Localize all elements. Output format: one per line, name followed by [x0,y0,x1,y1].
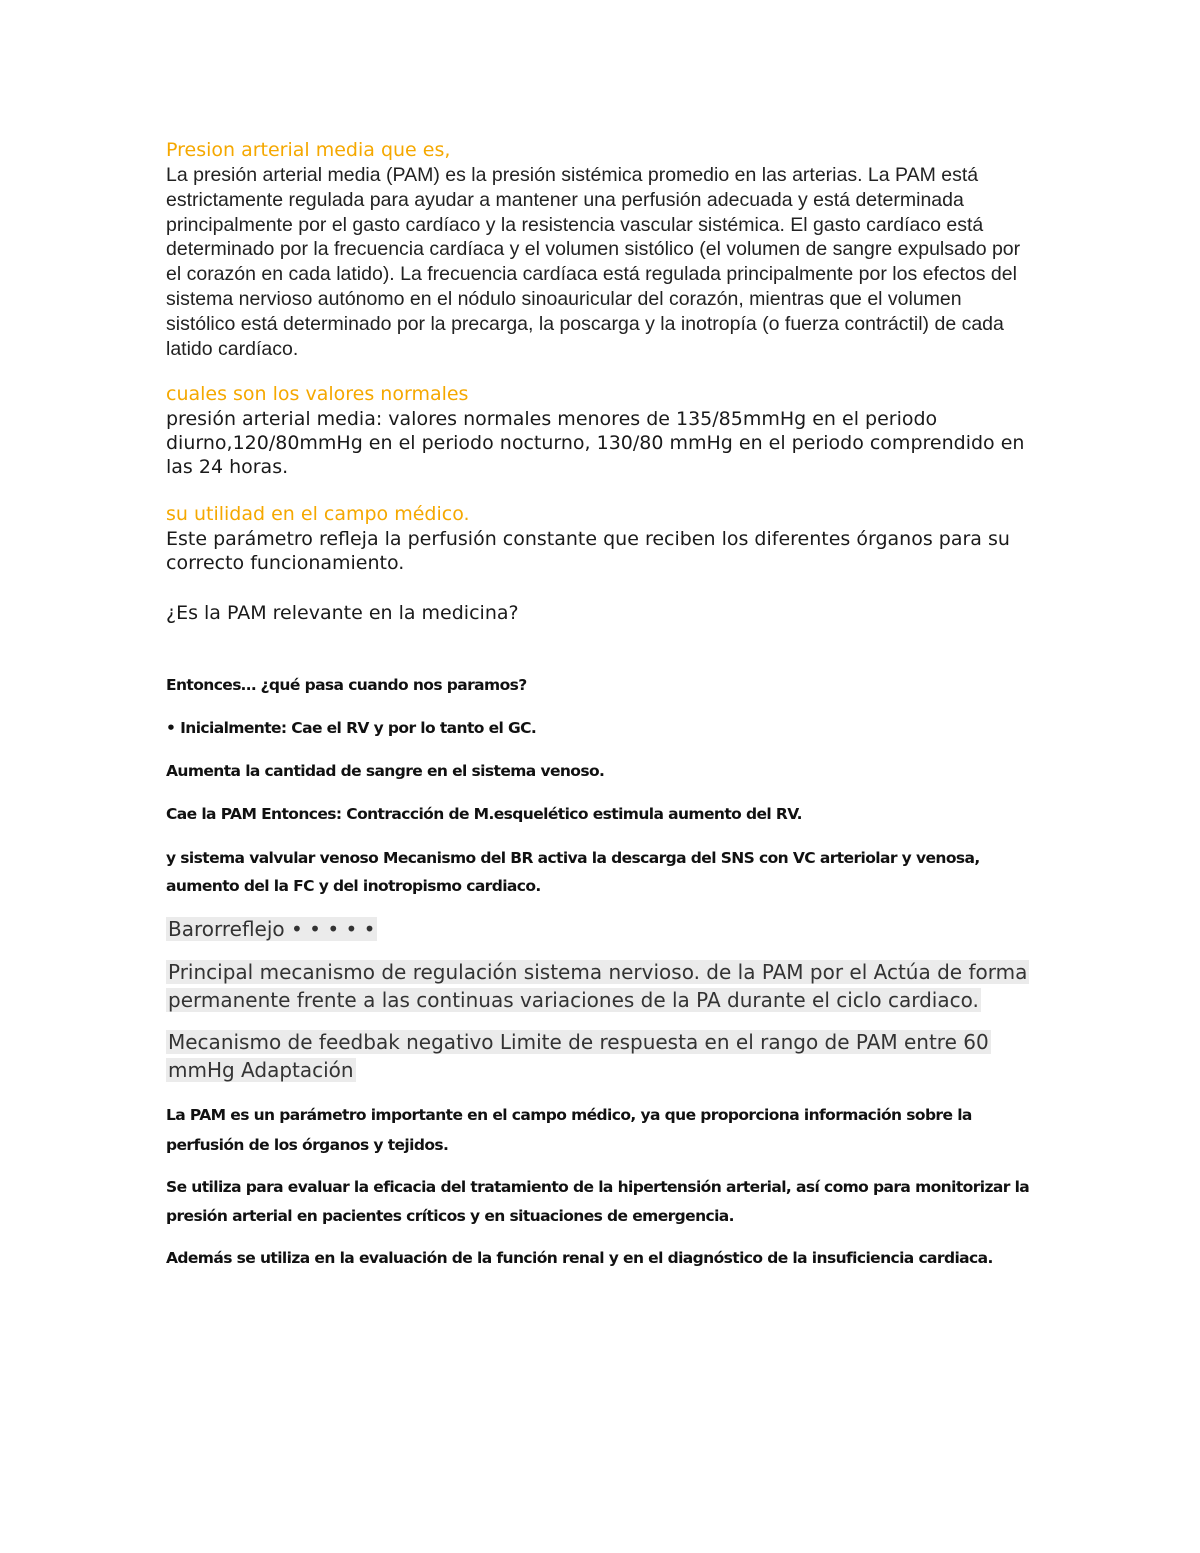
baroreflex-line [166,915,1036,944]
renal-function-paragraph: Además se utiliza en la evaluación de la función renal y en el diagnóstico de la insuficiencia cardiaca. [166,1248,993,1267]
relevance-question: ¿Es la PAM relevante en la medicina? [166,602,519,625]
pam-drop-line: Cae la PAM Entonces: Contracción de M.esquelético estimula aumento del RV. [166,805,802,824]
negative-feedback-text: Mecanismo de feedbak negativo Limite de respuesta en el rango de PAM entre 60 mmHg Adaptación [168,1029,989,1083]
evaluation-usage-paragraph: Se utiliza para evaluar la eficacia del tratamiento de la hipertensión arterial, así como para monitorizar la presión arterial en pacientes críticos y en situaciones de emergencia. [166,1177,1030,1225]
section-heading-definition: Presion arterial media que es, [166,139,451,161]
definition-paragraph: La presión arterial media (PAM) es la presión sistémica promedio en las arterias. La PAM está estrictamente regulada para ayudar a mantener una perfusión adecuada y está determinada principalmente por el gasto cardíaco y la resistencia vascular sistémica. El gasto cardíaco está determinado por la frecuencia cardíaca y el volumen sistólico (el volumen de sangre expulsado por el corazón en cada latido). La frecuencia cardíaca está regulada principalmente por los efectos del sistema nervioso autónomo en el nódulo sinoauricular del corazón, mientras que el volumen sistólico está determinado por la precarga, la poscarga y la inotropía (o fuerza contráctil) de cada latido cardíaco. [166,164,1021,360]
section-heading-medical-utility: su utilidad en el campo médico. [166,503,470,526]
initial-effect-bullet: • Inicialmente: Cae el RV y por lo tanto el GC. [166,719,537,738]
baroreflex-text: Barorreflejo • • • • • [168,917,376,942]
main-mechanism-paragraph [166,958,1036,1015]
negative-feedback-paragraph [166,1028,1036,1085]
main-mechanism-text: Principal mecanismo de regulación sistema nervioso. de la PAM por el Actúa de forma permanente frente a las continuas variaciones de la PA durante el ciclo cardiaco. [168,959,1028,1013]
pam-importance-paragraph: La PAM es un parámetro importante en el campo médico, ya que proporciona información sobre la perfusión de los órganos y tejidos. [166,1105,972,1154]
valvular-system-paragraph: y sistema valvular venoso Mecanismo del BR activa la descarga del SNS con VC arteriolar y venosa, aumento del la FC y del inotropismo cardiaco. [166,849,980,896]
medical-utility-paragraph: Este parámetro refleja la perfusión constante que reciben los diferentes órganos para su correcto funcionamiento. [166,528,1010,575]
standing-question: Entonces… ¿qué pasa cuando nos paramos? [166,676,527,695]
document-page [166,138,1036,1273]
section-heading-normal-values: cuales son los valores normales [166,383,469,406]
venous-blood-line: Aumenta la cantidad de sangre en el sistema venoso. [166,762,605,781]
normal-values-paragraph: presión arterial media: valores normales menores de 135/85mmHg en el periodo diurno,120/80mmHg en el periodo nocturno, 130/80 mmHg en el periodo comprendido en las 24 horas. [166,408,1025,479]
